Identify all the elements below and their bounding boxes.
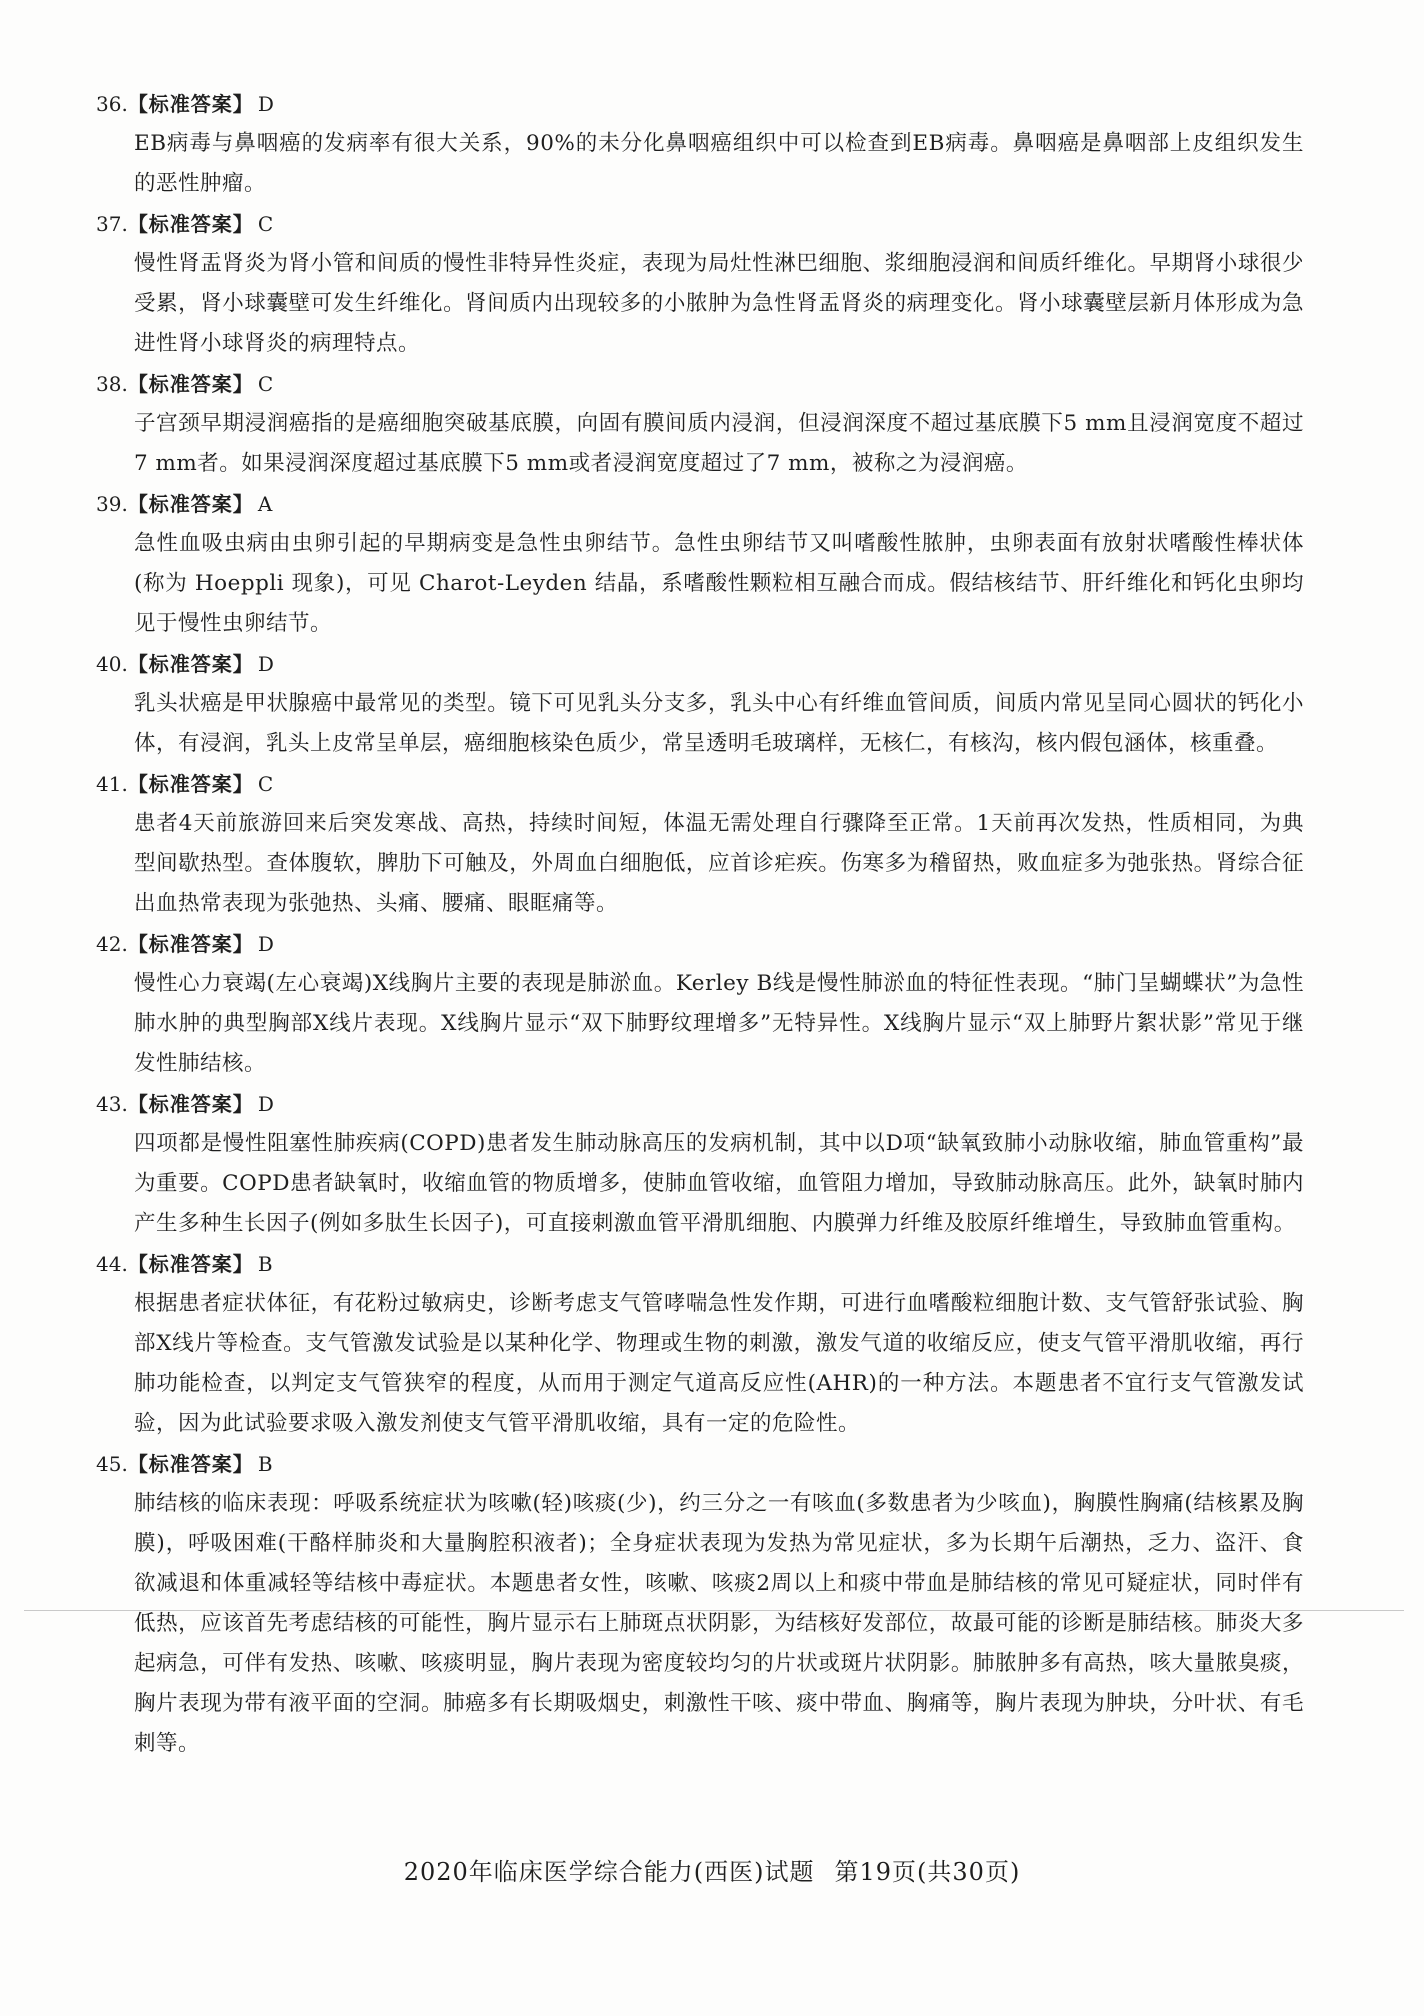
answer-explanation: 肺结核的临床表现：呼吸系统症状为咳嗽(轻)咳痰(少)，约三分之一有咳血(多数患者为少咳血)，胸膜性胸痛(结核累及胸膜)，呼吸困难(干酪样肺炎和大量胸腔积液者)；全身症状表现为发热为常见症状，多为长期午后潮热，乏力、盗汗、食欲减退和体重减轻等结核中毒症状。本题患者女性，咳嗽、咳痰2周以上和痰中带血是肺结核的常见可疑症状，同时伴有低热，应该首先考虑结核的可能性，胸片显示右上肺斑点状阴影，为结核好发部位，故最可能的诊断是肺结核。肺炎大多起病急，可伴有发热、咳嗽、咳痰明显，胸片表现为密度较均匀的片状或斑片状阴影。肺脓肿多有高热，咳大量脓臭痰，胸片表现为带有液平面的空洞。肺癌多有长期吸烟史，刺激性干咳、痰中带血、胸痛等，胸片表现为肿块，分叶状、有毛刺等。 bbox=[134, 1491, 1304, 1756]
answer-choice: D bbox=[257, 1092, 274, 1116]
answer-tag: 【标准答案】 bbox=[127, 1092, 254, 1116]
answer-item-45 bbox=[96, 1444, 1304, 1764]
answer-header bbox=[96, 1444, 1304, 1484]
answer-item-44 bbox=[96, 1244, 1304, 1444]
answer-header bbox=[96, 364, 1304, 404]
answer-explanation: 急性血吸虫病由虫卵引起的早期病变是急性虫卵结节。急性虫卵结节又叫嗜酸性脓肿，虫卵表面有放射状嗜酸性棒状体(称为 Hoeppli 现象)，可见 Charot-Leyden 结晶，系嗜酸性颗粒相互融合而成。假结核结节、肝纤维化和钙化虫卵均见于慢性虫卵结节。 bbox=[134, 531, 1304, 636]
answer-choice: D bbox=[257, 92, 274, 116]
answer-explanation: 慢性肾盂肾炎为肾小管和间质的慢性非特异性炎症，表现为局灶性淋巴细胞、浆细胞浸润和间质纤维化。早期肾小球很少受累，肾小球囊壁可发生纤维化。肾间质内出现较多的小脓肿为急性肾盂肾炎的病理变化。肾小球囊壁层新月体形成为急进性肾小球肾炎的病理特点。 bbox=[134, 251, 1304, 356]
answer-explanation: 子宫颈早期浸润癌指的是癌细胞突破基底膜，向固有膜间质内浸润，但浸润深度不超过基底膜下5 mm且浸润宽度不超过7 mm者。如果浸润深度超过基底膜下5 mm或者浸润宽度超过了7 mm，被称之为浸润癌。 bbox=[134, 411, 1304, 476]
answer-item-39 bbox=[96, 484, 1304, 644]
answer-tag: 【标准答案】 bbox=[127, 1452, 254, 1476]
answer-item-41 bbox=[96, 764, 1304, 924]
answer-item-42 bbox=[96, 924, 1304, 1084]
question-number: 41. bbox=[96, 772, 128, 796]
scan-artifact-line bbox=[24, 1610, 1404, 1611]
question-number: 42. bbox=[96, 932, 128, 956]
answer-choice: B bbox=[257, 1452, 273, 1476]
answer-tag: 【标准答案】 bbox=[127, 772, 254, 796]
answer-header bbox=[96, 924, 1304, 964]
answer-choice: D bbox=[257, 652, 274, 676]
answer-item-43 bbox=[96, 1084, 1304, 1244]
question-number: 36. bbox=[96, 92, 128, 116]
question-number: 43. bbox=[96, 1092, 128, 1116]
answer-explanation: 乳头状癌是甲状腺癌中最常见的类型。镜下可见乳头分支多，乳头中心有纤维血管间质，间质内常见呈同心圆状的钙化小体，有浸润，乳头上皮常呈单层，癌细胞核染色质少，常呈透明毛玻璃样，无核仁，有核沟，核内假包涵体，核重叠。 bbox=[134, 691, 1304, 756]
question-number: 37. bbox=[96, 212, 128, 236]
answer-choice: C bbox=[257, 372, 274, 396]
question-number: 39. bbox=[96, 492, 128, 516]
answer-tag: 【标准答案】 bbox=[127, 92, 254, 116]
answer-explanation: 根据患者症状体征，有花粉过敏病史，诊断考虑支气管哮喘急性发作期，可进行血嗜酸粒细胞计数、支气管舒张试验、胸部X线片等检查。支气管激发试验是以某种化学、物理或生物的刺激，激发气道的收缩反应，使支气管平滑肌收缩，再行肺功能检查，以判定支气管狭窄的程度，从而用于测定气道高反应性(AHR)的一种方法。本题患者不宜行支气管激发试验，因为此试验要求吸入激发剂使支气管平滑肌收缩，具有一定的危险性。 bbox=[134, 1291, 1304, 1436]
question-number: 38. bbox=[96, 372, 128, 396]
answer-choice: C bbox=[257, 212, 274, 236]
page-footer bbox=[0, 1852, 1424, 1892]
answer-choice: C bbox=[257, 772, 274, 796]
answer-header bbox=[96, 84, 1304, 124]
answer-tag: 【标准答案】 bbox=[127, 932, 254, 956]
answer-explanation: 患者4天前旅游回来后突发寒战、高热，持续时间短，体温无需处理自行骤降至正常。1天前再次发热，性质相同，为典型间歇热型。查体腹软，脾肋下可触及，外周血白细胞低，应首诊疟疾。伤寒多为稽留热，败血症多为弛张热。肾综合征出血热常表现为张弛热、头痛、腰痛、眼眶痛等。 bbox=[134, 811, 1304, 916]
answer-item-38 bbox=[96, 364, 1304, 484]
answer-tag: 【标准答案】 bbox=[127, 212, 254, 236]
answer-choice: A bbox=[257, 492, 273, 516]
answer-header bbox=[96, 204, 1304, 244]
answer-explanation: 四项都是慢性阻塞性肺疾病(COPD)患者发生肺动脉高压的发病机制，其中以D项“缺氧致肺小动脉收缩，肺血管重构”最为重要。COPD患者缺氧时，收缩血管的物质增多，使肺血管收缩，血管阻力增加，导致肺动脉高压。此外，缺氧时肺内产生多种生长因子(例如多肽生长因子)，可直接刺激血管平滑肌细胞、内膜弹力纤维及胶原纤维增生，导致肺血管重构。 bbox=[134, 1131, 1304, 1236]
answer-item-36 bbox=[96, 84, 1304, 204]
answer-list bbox=[96, 84, 1304, 1764]
answer-header bbox=[96, 1244, 1304, 1284]
question-number: 40. bbox=[96, 652, 128, 676]
answer-tag: 【标准答案】 bbox=[127, 492, 254, 516]
answer-choice: B bbox=[257, 1252, 273, 1276]
answer-item-37 bbox=[96, 204, 1304, 364]
answer-explanation: 慢性心力衰竭(左心衰竭)X线胸片主要的表现是肺淤血。Kerley B线是慢性肺淤血的特征性表现。“肺门呈蝴蝶状”为急性肺水肿的典型胸部X线片表现。X线胸片显示“双下肺野纹理增多”无特异性。X线胸片显示“双上肺野片絮状影”常见于继发性肺结核。 bbox=[134, 971, 1304, 1076]
answer-tag: 【标准答案】 bbox=[127, 652, 254, 676]
answer-header bbox=[96, 764, 1304, 804]
answer-header bbox=[96, 1084, 1304, 1124]
answer-tag: 【标准答案】 bbox=[127, 1252, 254, 1276]
answer-tag: 【标准答案】 bbox=[127, 372, 254, 396]
answer-choice: D bbox=[257, 932, 274, 956]
answer-header bbox=[96, 484, 1304, 524]
footer-exam-title: 2020年临床医学综合能力(西医)试题 bbox=[403, 1858, 815, 1886]
answer-explanation: EB病毒与鼻咽癌的发病率有很大关系，90%的未分化鼻咽癌组织中可以检查到EB病毒。鼻咽癌是鼻咽部上皮组织发生的恶性肿瘤。 bbox=[134, 131, 1304, 196]
footer-page-number: 第19页(共30页) bbox=[834, 1858, 1021, 1886]
question-number: 44. bbox=[96, 1252, 128, 1276]
answer-item-40 bbox=[96, 644, 1304, 764]
answer-header bbox=[96, 644, 1304, 684]
question-number: 45. bbox=[96, 1452, 128, 1476]
